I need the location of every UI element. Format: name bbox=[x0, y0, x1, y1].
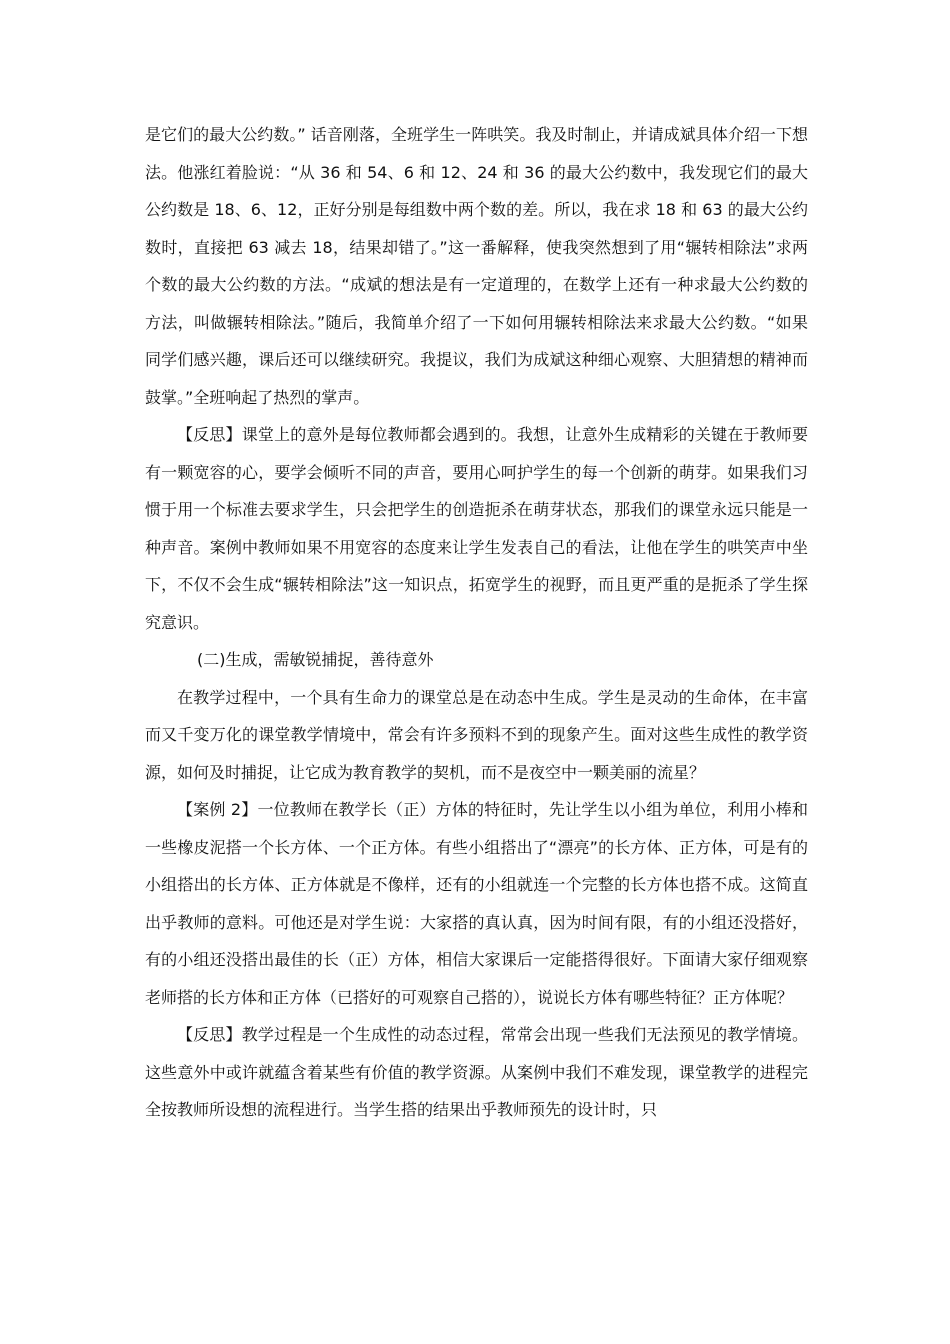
paragraph-reflection-2: 【反思】教学过程是一个生成性的动态过程，常常会出现一些我们无法预见的教学情境。这些意外中或许就蕴含着某些有价值的教学资源。从案例中我们不难发现，课堂教学的进程完全按教师所设想的流程进行。当学生搭的结果出乎教师预先的设计时，只 bbox=[145, 1025, 808, 1119]
paragraph-case-2: 【案例 2】一位教师在教学长（正）方体的特征时，先让学生以小组为单位，利用小棒和一些橡皮泥搭一个长方体、一个正方体。有些小组搭出了“漂亮”的长方体、正方体，可是有的小组搭出的长方体、正方体就是不像样，还有的小组就连一个完整的长方体也搭不成。这简直出乎教师的意料。可他还是对学生说：大家搭的真认真，因为时间有限，有的小组还没搭好，有的小组还没搭出最佳的长（正）方体，相信大家课后一定能搭得很好。下面请大家仔细观察老师搭的长方体和正方体（已搭好的可观察自己搭的），说说长方体有哪些特征？正方体呢？ bbox=[145, 800, 808, 1007]
paragraph-case1-continuation: 是它们的最大公约数。” 话音刚落，全班学生一阵哄笑。我及时制止，并请成斌具体介绍一下想法。他涨红着脸说：“从 36 和 54、6 和 12、24 和 36 的最大公约数中，我发现它们的最大公约数是 18、6、12，正好分别是每组数中两个数的差。所以，我在求 18 和 63 的最大公约数时，直接把 63 减去 18，结果却错了。”这一番解释，使我突然想到了用“辗转相除法”求两个数的最大公约数的方法。“成斌的想法是有一定道理的，在数学上还有一种求最大公约数的方法，叫做辗转相除法。”随后，我简单介绍了一下如何用辗转相除法来求最大公约数。“如果同学们感兴趣，课后还可以继续研究。我提议，我们为成斌这种细心观察、大胆猜想的精神而鼓掌。”全班响起了热烈的掌声。 bbox=[145, 125, 808, 407]
document-body bbox=[145, 116, 808, 1129]
paragraph-reflection-1: 【反思】课堂上的意外是每位教师都会遇到的。我想，让意外生成精彩的关键在于教师要有一颗宽容的心，要学会倾听不同的声音，要用心呵护学生的每一个创新的萌芽。如果我们习惯于用一个标准去要求学生，只会把学生的创造扼杀在萌芽状态，那我们的课堂永远只能是一种声音。案例中教师如果不用宽容的态度来让学生发表自己的看法，让他在学生的哄笑声中坐下，不仅不会生成“辗转相除法”这一知识点，拓宽学生的视野，而且更严重的是扼杀了学生探究意识。 bbox=[145, 425, 808, 632]
section-heading-2: (二)生成，需敏锐捕捉，善待意外 bbox=[197, 650, 434, 669]
paragraph-generation-intro: 在教学过程中，一个具有生命力的课堂总是在动态中生成。学生是灵动的生命体，在丰富而又千变万化的课堂教学情境中，常会有许多预料不到的现象产生。面对这些生成性的教学资源，如何及时捕捉，让它成为教育教学的契机，而不是夜空中一颗美丽的流星？ bbox=[145, 687, 808, 782]
